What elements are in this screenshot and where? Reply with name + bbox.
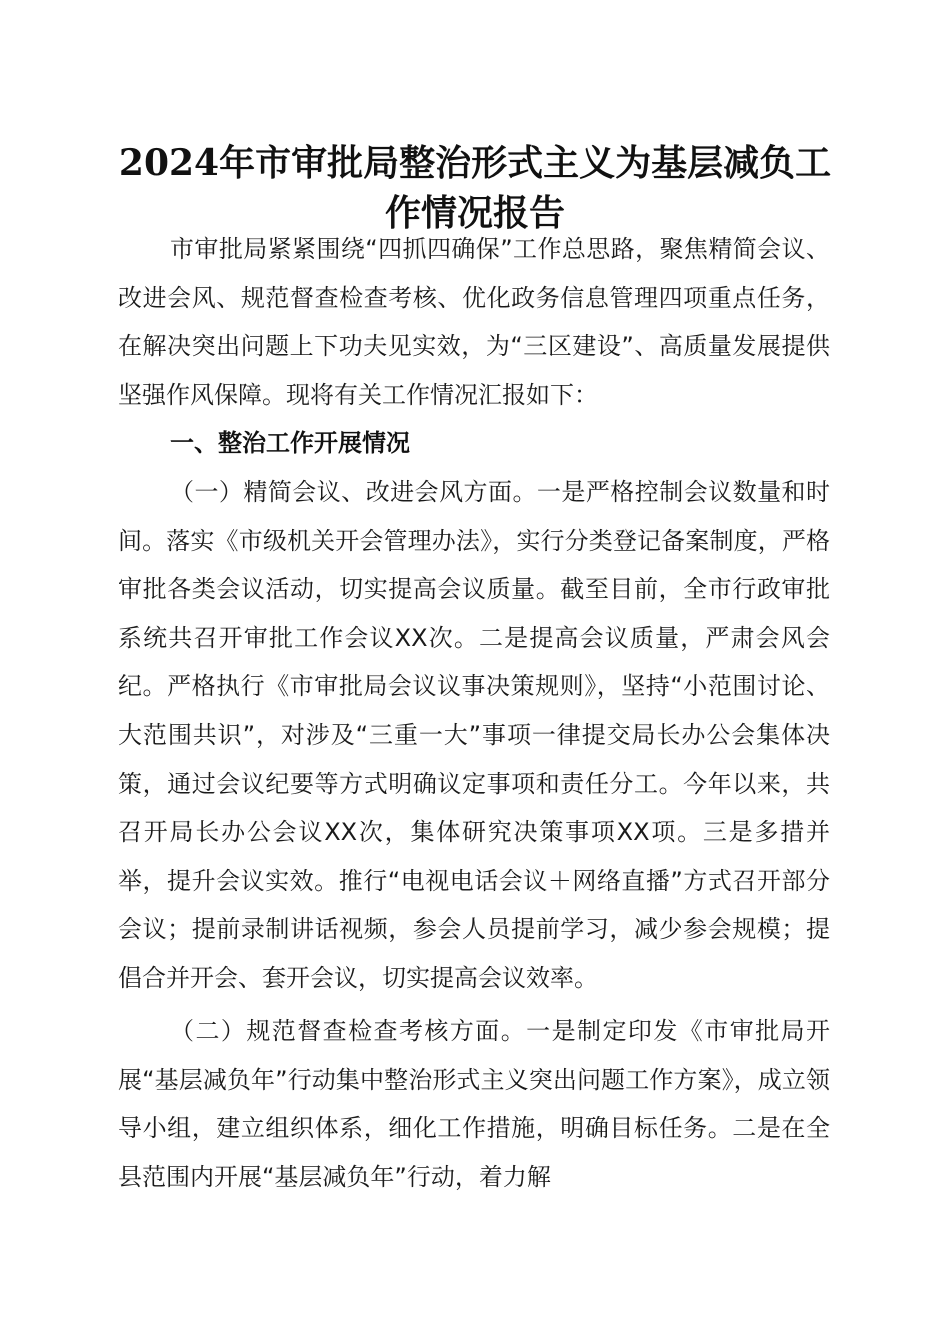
document-title: 2024年市审批局整治形式主义为基层减负工作情况报告 [118,142,832,234]
section-heading: 一、整治工作开展情况 [170,429,410,457]
paragraph-body: 一是严格控制会议数量和时间。落实《市级机关开会管理办法》，实行分类登记备案制度，严格审批各类会议活动，切实提高会议质量。截至目前，全市行政审批系统共召开审批工作会议XX次。二是提高会议质量，严肃会风会纪。严格执行《市审批局会议议事决策规则》，坚持“小范围讨论、大范围共识”，对涉及“三重一大”事项一律提交局长办公会集体决策，通过会议纪要等方式明确议定事项和责任分工。今年以来，共召开局长办公会议XX次，集体研究决策事项XX项。三是多措并举，提升会议实效。推行“电视电话会议＋网络直播”方式召开部分会议；提前录制讲话视频，参会人员提前学习，减少参会规模；提倡合并开会、套开会议，切实提高会议效率。 [118,478,830,992]
paragraph-lead: （一）精简会议、改进会风方面。 [170,478,537,506]
paragraph-inspections [118,1007,830,1201]
paragraph-lead: （二）规范督查检查考核方面。 [170,1017,527,1045]
intro-paragraph: 市审批局紧紧围绕“四抓四确保”工作总思路，聚焦精简会议、改进会风、规范督查检查考核、优化政务信息管理四项重点任务，在解决突出问题上下功夫见实效，为“三区建设”、高质量发展提供坚强作风保障。现将有关工作情况汇报如下： [118,235,830,409]
paragraph-body: 一是制定印发《市审批局开展“基层减负年”行动集中整治形式主义突出问题工作方案》，成立领导小组，建立组织体系，细化工作措施，明确目标任务。二是在全县范围内开展“基层减负年”行动，着力解 [118,1017,831,1191]
paragraph-meetings [118,468,830,1003]
